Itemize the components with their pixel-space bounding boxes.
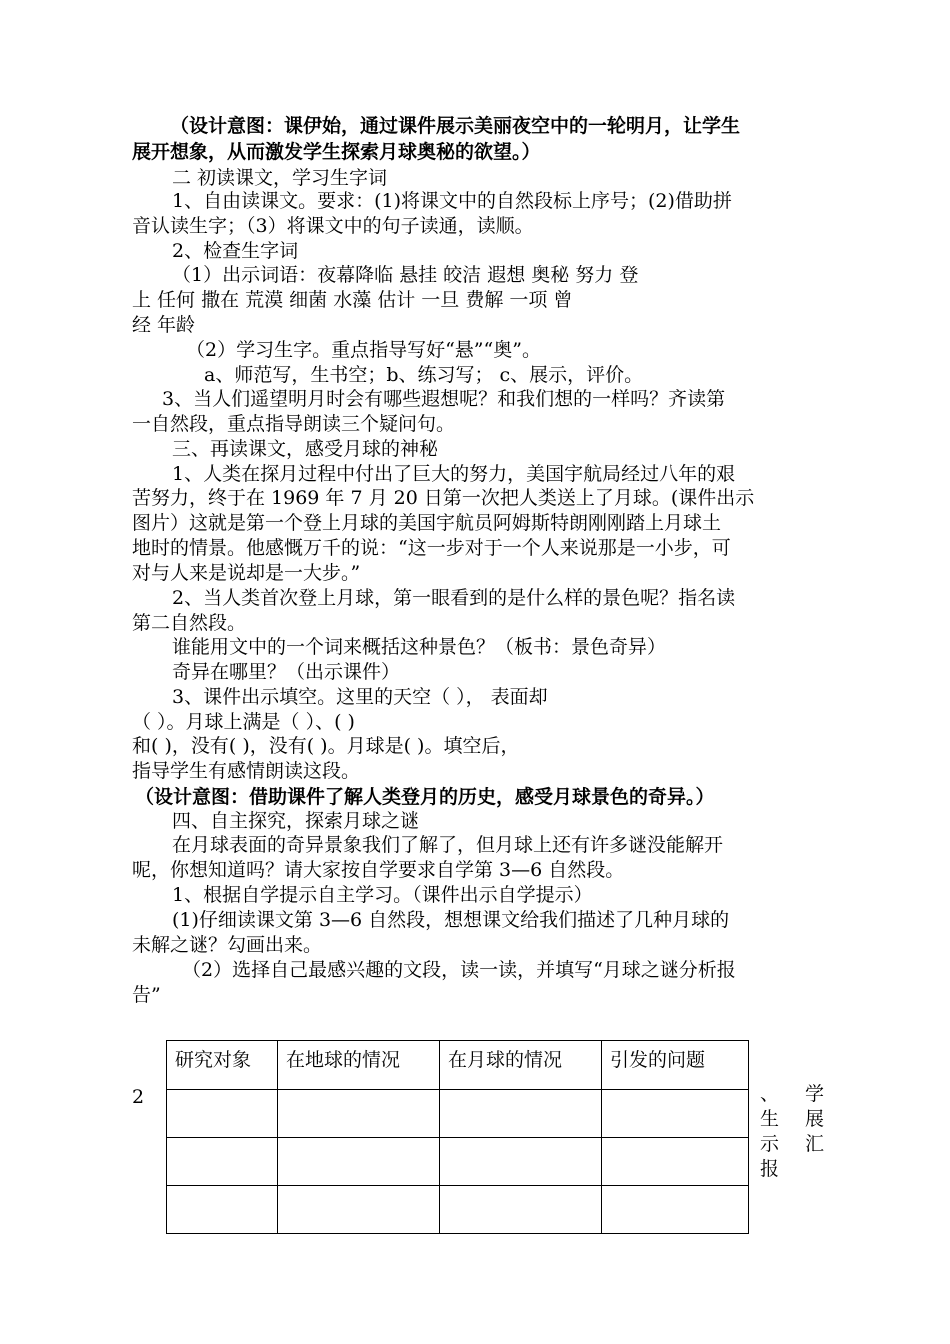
table-header-cell: 在月球的情况 <box>440 1041 602 1090</box>
table-header-cell: 引发的问题 <box>602 1041 749 1090</box>
paragraph-line: 展开想象，从而激发学生探索月球奥秘的欲望。） <box>132 141 541 163</box>
side-char: 汇 <box>804 1133 824 1155</box>
table-cell <box>440 1090 602 1138</box>
table-cell <box>440 1138 602 1186</box>
paragraph-line: 1、人类在探月过程中付出了巨大的努力，美国宇航局经过八年的艰 <box>172 463 736 485</box>
side-char: 示 <box>760 1133 780 1155</box>
table-cell <box>167 1186 278 1234</box>
section-heading: 四、自主探究，探索月球之谜 <box>172 810 420 832</box>
section-heading: 三、再读课文，感受月球的神秘 <box>172 438 439 460</box>
paragraph-line: 2、当人类首次登上月球，第一眼看到的是什么样的景色呢？指名读 <box>172 587 736 609</box>
table-header-row <box>167 1041 749 1090</box>
paragraph-line: 告” <box>132 984 161 1006</box>
paragraph-line: 指导学生有感情朗读这段。 <box>132 760 361 782</box>
paragraph-line: 2、检查生字词 <box>172 240 299 262</box>
paragraph-line: （ ）。月球上满是（ ）、( ) <box>132 711 355 733</box>
paragraph-line: 奇异在哪里？（出示课件） <box>172 661 401 683</box>
paragraph-line: （设计意图：课伊始，通过课件展示美丽夜空中的一轮明月，让学生 <box>170 115 741 137</box>
section-heading: 二 初读课文，学习生字词 <box>172 167 388 189</box>
paragraph-line: （2）学习生字。重点指导写好“悬”“奥”。 <box>186 339 541 361</box>
table-cell <box>167 1090 278 1138</box>
paragraph-line: 1、根据自学提示自主学习。（课件出示自学提示） <box>172 884 593 906</box>
paragraph-line: 对与人来是说却是一大步。” <box>132 562 361 584</box>
paragraph-line: 音认读生字；（3）将课文中的句子读通，读顺。 <box>132 215 534 237</box>
paragraph-line: 苦努力，终于在 1969 年 7 月 20 日第一次把人类送上了月球。(课件出示 <box>132 487 755 509</box>
paragraph-line: a、师范写，生书空；b、练习写； c、展示，评价。 <box>204 364 644 386</box>
paragraph-line: 3、课件出示填空。这里的天空（ ）， 表面却 <box>172 686 548 708</box>
side-char: 学 <box>804 1083 824 1105</box>
paragraph-line: 地时的情景。他感慨万千的说：“这一步对于一个人来说那是一小步，可 <box>132 537 731 559</box>
table-cell <box>278 1090 440 1138</box>
paragraph-line: （2）选择自己最感兴趣的文段，读一读，并填写“月球之谜分析报 <box>182 959 736 981</box>
paragraph-line: 一自然段，重点指导朗读三个疑问句。 <box>132 413 456 435</box>
paragraph-line: 上 任何 撒在 荒漠 细菌 水藻 估计 一旦 费解 一项 曾 <box>132 289 573 311</box>
paragraph-line: 未解之谜？勾画出来。 <box>132 934 323 956</box>
design-note: （设计意图：借助课件了解人类登月的历史，感受月球景色的奇异。） <box>135 786 715 808</box>
table-cell <box>602 1138 749 1186</box>
paragraph-line: (1)仔细读课文第 3—6 自然段，想想课文给我们描述了几种月球的 <box>172 909 730 931</box>
table-cell <box>167 1138 278 1186</box>
list-number: 2 <box>132 1086 145 1108</box>
table-header-cell: 研究对象 <box>167 1041 278 1090</box>
paragraph-line: 图片）这就是第一个登上月球的美国宇航员阿姆斯特朗刚刚踏上月球土 <box>132 512 722 534</box>
table-cell <box>440 1186 602 1234</box>
table-cell <box>278 1138 440 1186</box>
side-char: 生 <box>760 1108 780 1130</box>
paragraph-line: 在月球表面的奇异景象我们了解了，但月球上还有许多谜没能解开 <box>172 834 724 856</box>
table-row <box>167 1186 749 1234</box>
table-row <box>167 1138 749 1186</box>
paragraph-line: 第二自然段。 <box>132 612 247 634</box>
paragraph-line: 和( )，没有( )，没有( )。月球是( )。填空后， <box>132 735 520 757</box>
paragraph-line: （1）出示词语：夜幕降临 悬挂 皎洁 遐想 奥秘 努力 登 <box>172 264 639 286</box>
side-text <box>760 1082 824 1182</box>
analysis-report-table <box>166 1040 749 1234</box>
table-cell <box>602 1186 749 1234</box>
side-char: 、 <box>760 1083 780 1105</box>
table-row <box>167 1090 749 1138</box>
table-cell <box>278 1186 440 1234</box>
paragraph-line: 呢，你想知道吗？请大家按自学要求自学第 3—6 自然段。 <box>132 859 625 881</box>
paragraph-line: 经 年龄 <box>132 314 196 336</box>
paragraph-line: 1、自由读课文。要求：(1)将课文中的自然段标上序号；(2)借助拼 <box>172 190 732 212</box>
side-char: 展 <box>804 1108 824 1130</box>
side-char: 报 <box>760 1158 780 1180</box>
table-header-cell: 在地球的情况 <box>278 1041 440 1090</box>
table-cell <box>602 1090 749 1138</box>
paragraph-line: 谁能用文中的一个词来概括这种景色？（板书：景色奇异） <box>172 636 667 658</box>
paragraph-line: 3、当人们遥望明月时会有哪些遐想呢？和我们想的一样吗？齐读第 <box>162 388 726 410</box>
